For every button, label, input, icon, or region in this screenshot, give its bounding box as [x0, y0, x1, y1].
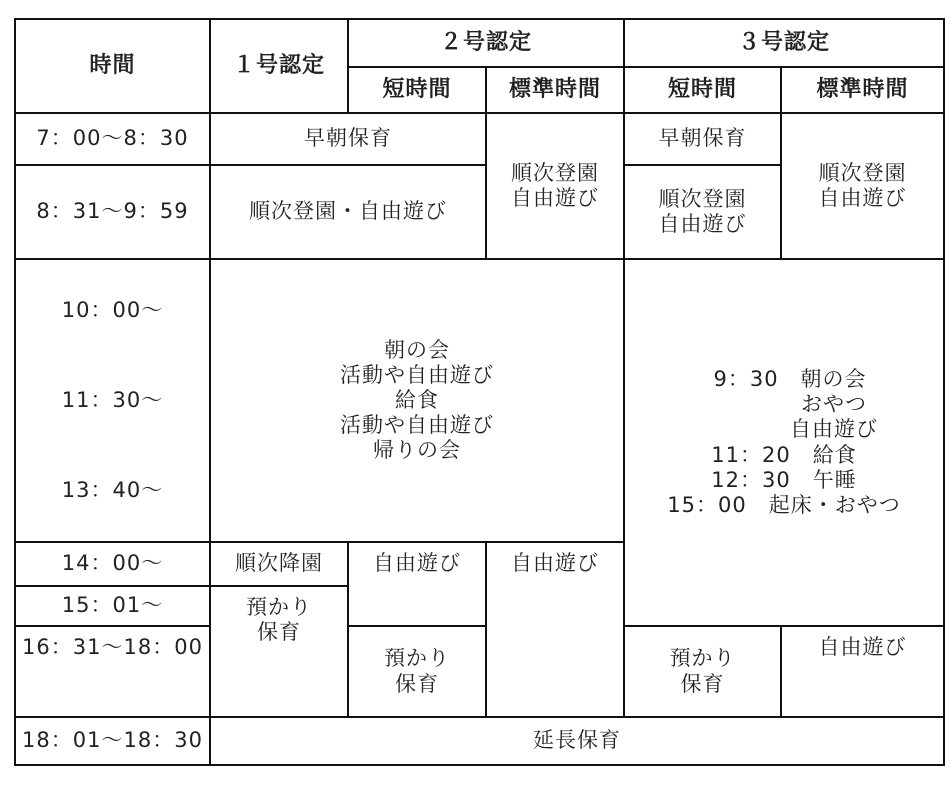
- activity-item: 朝の会: [384, 337, 450, 362]
- header-type1: １号認定: [210, 19, 348, 113]
- type3-standard-free-play-cell: 自由遊び: [781, 626, 944, 717]
- header-time: 時間: [15, 19, 210, 113]
- type3-short-extended-care-cell: [624, 626, 781, 717]
- type3-short-early-care-cell: 早朝保育: [624, 113, 781, 165]
- care-text: 預かり: [246, 595, 312, 619]
- activity-item: 活動や自由遊び: [340, 362, 494, 387]
- type2-standard-free-play-cell: 自由遊び: [486, 542, 624, 717]
- daily-schedule-table: [14, 18, 945, 766]
- free-play-text: 自由遊び: [658, 212, 747, 236]
- extended-care-cell: 延長保育: [210, 717, 944, 765]
- free-play-text: 自由遊び: [511, 186, 599, 210]
- activity-item: 12：30 午睡: [711, 467, 857, 492]
- care-text: 保育: [257, 620, 301, 645]
- type3-standard-arrival-cell: [781, 113, 944, 259]
- time-1130: 11：30〜: [61, 387, 164, 412]
- header-type2-short: 短時間: [348, 67, 486, 113]
- type1-2-midday-activities: [210, 259, 624, 542]
- header-type2: ２号認定: [348, 19, 624, 67]
- time-cell-1400: 14：00〜: [15, 542, 210, 586]
- time-cell-1501: 15：01〜: [15, 586, 210, 626]
- time-1340: 13：40〜: [61, 477, 164, 502]
- care-text: 保育: [395, 671, 439, 696]
- type1-extended-care-cell: [210, 586, 348, 717]
- care-text: 預かり: [669, 646, 736, 671]
- activity-item: 給食: [395, 387, 439, 412]
- activity-item: 9：30 朝の会: [713, 366, 867, 391]
- early-care-cell: 早朝保育: [210, 113, 486, 165]
- activity-item: 15：00 起床・おやつ: [667, 492, 901, 517]
- arrival-text: 順次登園: [658, 186, 747, 211]
- activity-item: 自由遊び: [790, 417, 879, 442]
- care-text: 保育: [680, 671, 725, 696]
- arrival-text: 順次登園: [511, 160, 599, 185]
- arrival-text: 順次登園: [818, 160, 907, 185]
- free-play-text: 自由遊び: [818, 186, 907, 210]
- header-type3-short: 短時間: [624, 67, 781, 113]
- header-type2-standard: 標準時間: [486, 67, 624, 113]
- time-cell-1801: 18：01〜18：30: [15, 717, 210, 765]
- arrival-free-play-cell: 順次登園・自由遊び: [210, 165, 486, 259]
- activity-item: 帰りの会: [373, 438, 461, 463]
- time-cell-midday: [15, 259, 210, 542]
- type2-standard-arrival-cell: [486, 113, 624, 259]
- type2-short-free-play-cell: 自由遊び: [348, 542, 486, 626]
- time-cell-0831: 8：31〜9：59: [15, 165, 210, 259]
- header-type3-standard: 標準時間: [781, 67, 944, 113]
- type2-short-extended-care-cell: [348, 626, 486, 717]
- time-cell-1631: 16：31〜18：00: [15, 626, 210, 717]
- activity-item: 11：20 給食: [711, 442, 857, 467]
- time-cell-0700: 7：00〜8：30: [15, 113, 210, 165]
- activity-item: おやつ: [801, 392, 868, 417]
- time-1000: 10：00〜: [61, 297, 164, 322]
- activity-item: 活動や自由遊び: [340, 413, 494, 438]
- type3-daily-activities: [624, 259, 944, 626]
- type3-short-arrival-cell: [624, 165, 781, 259]
- header-type3: ３号認定: [624, 19, 944, 67]
- type1-dismissal-cell: 順次降園: [210, 542, 348, 586]
- care-text: 預かり: [384, 646, 450, 671]
